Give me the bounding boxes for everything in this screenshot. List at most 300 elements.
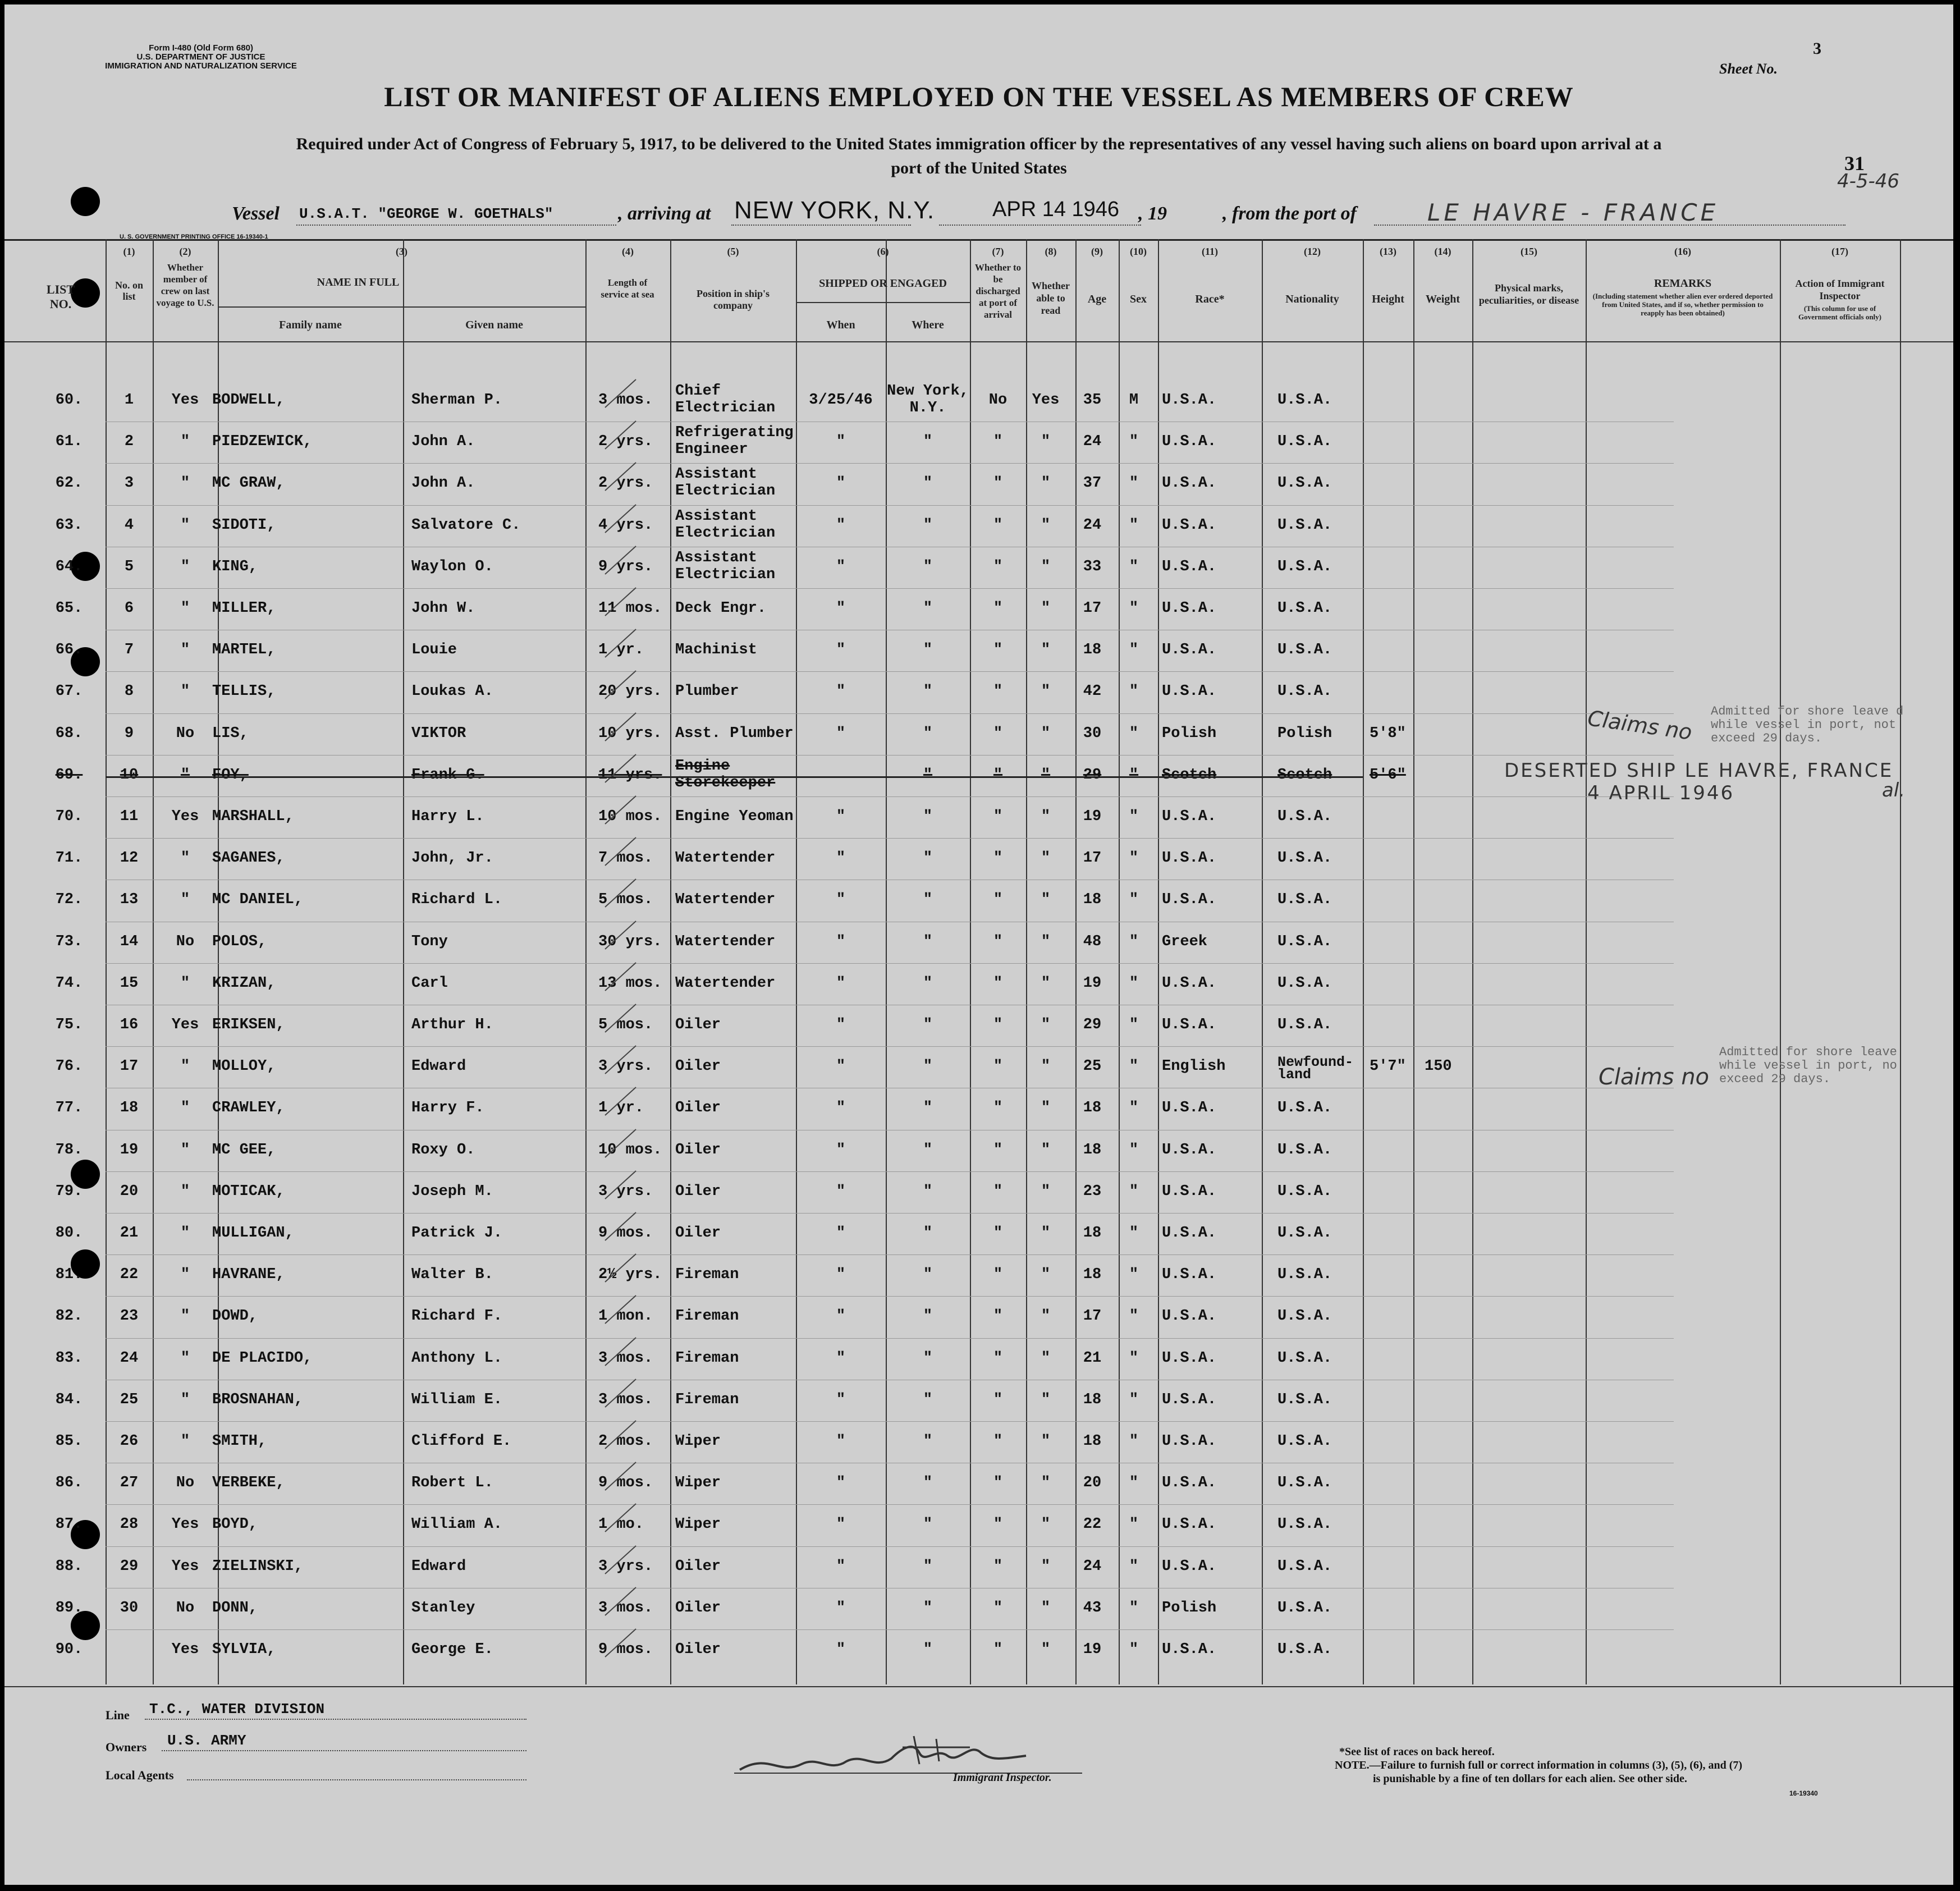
cell-given-name: Edward [411, 1058, 466, 1075]
cell-given-name: Patrick J. [411, 1225, 503, 1242]
cell-family-name: MARTEL, [212, 642, 276, 659]
sheet-number: 3 [1813, 39, 1821, 58]
cell-list-no: 76. [55, 1058, 83, 1075]
cell-race: U.S.A. [1162, 1141, 1217, 1159]
cell-race: U.S.A. [1162, 1308, 1217, 1325]
cell-position: Wiper [675, 1516, 721, 1533]
cell-where: " [923, 433, 933, 451]
header-height: Height [1372, 293, 1404, 305]
year-text: , 19 [1138, 203, 1167, 224]
cell-where: N.Y. [909, 400, 946, 416]
cell-no-on-list: 10 [120, 766, 139, 784]
cell-position: Oiler [675, 1141, 721, 1159]
cell-given-name: Tony [411, 933, 448, 950]
cell-nationality: U.S.A. [1277, 1558, 1332, 1575]
cell-family-name: SYLVIA, [212, 1641, 276, 1658]
cell-position: Oiler [675, 1058, 721, 1075]
header-age: Age [1087, 293, 1107, 305]
header-action-detail: (This column for use of Government officials only) [1798, 304, 1882, 321]
cell-no-on-list: 6 [124, 600, 134, 617]
cell-family-name: MC DANIEL, [212, 891, 304, 909]
cell-last-voyage: " [180, 974, 190, 992]
cell-sex: " [1129, 600, 1139, 617]
cell-discharged: " [993, 725, 1003, 742]
cell-sex: " [1129, 1100, 1139, 1117]
cell-given-name: Robert L. [411, 1475, 493, 1492]
footer-agents-rule [187, 1779, 526, 1780]
cell-age: 43 [1083, 1599, 1102, 1617]
cell-where: " [923, 600, 933, 617]
header-where: Where [912, 319, 944, 331]
check-mark-icon [602, 1626, 642, 1660]
cell-nationality: U.S.A. [1277, 433, 1332, 451]
footer-agents-label: Local Agents [106, 1768, 174, 1782]
cell-discharged: " [993, 1141, 1003, 1159]
cell-race: U.S.A. [1162, 558, 1217, 575]
cell-family-name: DE PLACIDO, [212, 1349, 313, 1367]
cell-no-on-list: 23 [120, 1308, 139, 1325]
cell-sex: " [1129, 1266, 1139, 1284]
cell-sex: " [1129, 974, 1139, 992]
header-remarks-detail: (Including statement whether alien ever ordered deported from United States, and if so, whether permission to reapply has been obtained) [1592, 292, 1773, 317]
cell-read: " [1041, 1349, 1051, 1367]
header-num-1: (1) [123, 246, 135, 257]
cell-nationality: U.S.A. [1277, 1017, 1332, 1033]
cell-given-name: Louie [411, 642, 457, 659]
cell-read: " [1041, 1433, 1051, 1450]
cell-age: 18 [1083, 1433, 1102, 1450]
form-id-line: U.S. DEPARTMENT OF JUSTICE [136, 52, 265, 62]
cell-position: Plumber [675, 683, 739, 700]
cell-no-on-list: 28 [120, 1516, 139, 1533]
cell-position: Watertender [675, 891, 776, 909]
subtitle-line-1: Required under Act of Congress of February 5, 1917, to be delivered to the United States immigration officer by the representatives of any vessel having such aliens on board upon arrival at a [296, 135, 1662, 153]
cell-last-voyage: " [180, 1141, 190, 1159]
header-num-12: (12) [1304, 246, 1321, 257]
column-rule [106, 239, 107, 1684]
cell-given-name: Arthur H. [411, 1017, 493, 1033]
cell-list-no: 87. [55, 1516, 83, 1533]
cell-read: " [1041, 683, 1051, 700]
cell-no-on-list: 27 [120, 1475, 139, 1492]
column-rule [585, 239, 587, 1684]
cell-nationality: U.S.A. [1277, 850, 1332, 867]
cell-position: Machinist [675, 642, 757, 659]
check-mark-icon [602, 460, 642, 493]
cell-when: " [836, 1183, 846, 1200]
cell-service: 10 mos. [598, 1141, 662, 1159]
cell-when: " [836, 642, 846, 659]
arriving-value: NEW YORK, N.Y. [734, 196, 935, 224]
cell-read: " [1041, 933, 1051, 950]
cell-given-name: William E. [411, 1391, 503, 1408]
cell-when: " [836, 1017, 846, 1033]
row-rule [106, 963, 1674, 964]
header-num-9: (9) [1091, 246, 1103, 257]
cell-height: 5'6" [1370, 766, 1406, 784]
cell-no-on-list: 1 [124, 392, 134, 409]
arriving-label: , arriving at [618, 203, 711, 224]
cell-discharged: " [993, 475, 1003, 492]
cell-age: 18 [1083, 1225, 1102, 1242]
cell-last-voyage: " [180, 1058, 190, 1075]
punch-hole [71, 187, 100, 216]
cell-discharged: " [993, 600, 1003, 617]
cell-family-name: MOTICAK, [212, 1183, 285, 1200]
cell-given-name: Clifford E. [411, 1433, 512, 1450]
header-num-17: (17) [1831, 246, 1848, 257]
cell-read: " [1041, 1475, 1051, 1492]
header-family-name: Family name [279, 319, 342, 331]
check-mark-icon [602, 418, 642, 452]
check-mark-icon [602, 1293, 642, 1326]
cell-age: 21 [1083, 1349, 1102, 1367]
check-mark-icon [602, 585, 642, 619]
cell-given-name: Loukas A. [411, 683, 493, 700]
cell-discharged: " [993, 1433, 1003, 1450]
cell-family-name: MC GRAW, [212, 475, 285, 492]
header-num-4: (4) [622, 246, 634, 257]
cell-when: " [836, 558, 846, 575]
cell-race: U.S.A. [1162, 891, 1217, 909]
cell-read: " [1041, 725, 1051, 742]
cell-list-no: 67. [55, 683, 83, 700]
cell-read: " [1041, 850, 1051, 867]
cell-where: " [923, 1558, 933, 1575]
cell-sex: " [1129, 725, 1139, 742]
cell-last-voyage: " [180, 1225, 190, 1242]
cell-position: Assistant [675, 507, 757, 525]
cell-list-no: 60. [55, 392, 83, 409]
cell-age: 24 [1083, 1558, 1102, 1575]
column-rule [153, 239, 154, 1684]
cell-family-name: VERBEKE, [212, 1475, 285, 1492]
cell-service: 11 mos. [598, 600, 662, 617]
cell-position: Oiler [675, 1017, 721, 1033]
cell-read: " [1041, 1641, 1051, 1658]
cell-list-no: 61. [55, 433, 83, 451]
cell-list-no: 80. [55, 1225, 83, 1242]
header-discharged: Whether to be discharged at port of arrival [974, 262, 1022, 320]
cell-when: " [836, 1100, 846, 1117]
cell-no-on-list: 20 [120, 1183, 139, 1200]
cell-list-no: 72. [55, 891, 83, 909]
cell-position: Assistant [675, 549, 757, 566]
cell-where: " [923, 725, 933, 742]
cell-nationality: U.S.A. [1277, 933, 1332, 950]
cell-race: U.S.A. [1162, 1558, 1217, 1575]
cell-where: " [923, 1100, 933, 1117]
cell-age: 19 [1083, 1641, 1102, 1658]
header-nationality: Nationality [1285, 293, 1339, 305]
header-num-13: (13) [1380, 246, 1396, 257]
cell-nationality: U.S.A. [1277, 1641, 1332, 1658]
cell-race: U.S.A. [1162, 1475, 1217, 1492]
cell-list-no: 73. [55, 933, 83, 950]
cell-given-name: VIKTOR [411, 725, 466, 742]
cell-list-no: 71. [55, 850, 83, 867]
cell-sex: " [1129, 1017, 1139, 1033]
cell-age: 17 [1083, 1308, 1102, 1325]
footer-owners-label: Owners [106, 1740, 147, 1754]
check-mark-icon [602, 1210, 642, 1243]
cell-given-name: John W. [411, 600, 475, 617]
header-given-name: Given name [465, 319, 523, 331]
cell-list-no: 78. [55, 1141, 83, 1159]
cell-race: U.S.A. [1162, 516, 1217, 534]
cell-sex: " [1129, 683, 1139, 700]
cell-where: " [923, 1308, 933, 1325]
struck-row-line [106, 776, 1363, 778]
stamp-line: while vessel in port, no [1719, 1059, 1897, 1073]
cell-when: " [836, 1349, 846, 1367]
cell-position: Oiler [675, 1641, 721, 1658]
cell-where: " [923, 850, 933, 867]
cell-position: Watertender [675, 974, 776, 992]
check-mark-icon [602, 377, 642, 410]
cell-family-name: ERIKSEN, [212, 1017, 285, 1033]
cell-list-no: 88. [55, 1558, 83, 1575]
cell-age: 30 [1083, 725, 1102, 742]
cell-nationality: U.S.A. [1277, 1308, 1332, 1325]
cell-when: " [836, 516, 846, 534]
cell-given-name: William A. [411, 1516, 503, 1533]
cell-discharged: " [993, 850, 1003, 867]
row-rule [106, 1504, 1674, 1505]
cell-service: 3 mos. [598, 1349, 653, 1367]
arriving-underline [731, 225, 911, 226]
cell-race: U.S.A. [1162, 850, 1217, 867]
cell-when: " [836, 1433, 846, 1450]
cell-discharged: " [993, 642, 1003, 659]
cell-where: " [923, 1433, 933, 1450]
cell-discharged: No [988, 392, 1008, 409]
cell-no-on-list: 13 [120, 891, 139, 909]
header-service: Length of service at sea [601, 277, 654, 300]
cell-read: " [1041, 1391, 1051, 1408]
cell-age: 17 [1083, 600, 1102, 617]
column-rule [796, 239, 797, 1684]
row-rule [106, 1254, 1674, 1255]
cell-discharged: " [993, 891, 1003, 909]
shore-leave-stamp [1719, 1046, 1897, 1086]
cell-when: " [836, 891, 846, 909]
cell-sex: " [1129, 1349, 1139, 1367]
cell-sex: " [1129, 1516, 1139, 1533]
cell-family-name: SAGANES, [212, 850, 285, 867]
cell-position: Engine Yeoman [675, 808, 794, 825]
cell-last-voyage: " [180, 558, 190, 575]
shipped-subhead-rule [796, 302, 970, 303]
vessel-label: Vessel [232, 203, 280, 224]
header-num-6: (6) [877, 246, 889, 257]
header-num-2: (2) [179, 246, 191, 257]
cell-given-name: Waylon O. [411, 558, 493, 575]
cell-sex: " [1129, 808, 1139, 825]
cell-family-name: MC GEE, [212, 1141, 276, 1159]
cell-sex: " [1129, 516, 1139, 534]
check-mark-icon [602, 1251, 642, 1285]
cell-last-voyage: Yes [171, 808, 199, 825]
cell-sex: " [1129, 1141, 1139, 1159]
cell-last-voyage: " [180, 850, 190, 867]
cell-given-name: Salvatore C. [411, 516, 521, 534]
cell-last-voyage: " [180, 1100, 190, 1117]
vessel-value: U.S.A.T. "GEORGE W. GOETHALS" [299, 205, 553, 222]
cell-given-name: Walter B. [411, 1266, 493, 1284]
row-rule [106, 671, 1674, 672]
footer-owners-rule [162, 1750, 526, 1751]
column-rule [970, 239, 971, 1684]
cell-sex: M [1129, 392, 1139, 409]
cell-list-no: 77. [55, 1100, 83, 1117]
cell-no-on-list: 30 [120, 1599, 139, 1617]
check-mark-icon [602, 876, 642, 910]
check-mark-icon [602, 543, 642, 577]
cell-sex: " [1129, 1308, 1139, 1325]
column-rule [1075, 239, 1077, 1684]
cell-last-voyage: " [180, 600, 190, 617]
column-rule [1780, 239, 1781, 1684]
cell-nationality: U.S.A. [1277, 1391, 1332, 1408]
cell-nationality: U.S.A. [1277, 516, 1332, 534]
cell-when: 3/25/46 [809, 392, 873, 409]
row-rule [106, 1046, 1674, 1047]
cell-service: 9 mos. [598, 1641, 653, 1658]
cell-last-voyage: " [180, 891, 190, 909]
cell-sex: " [1129, 1558, 1139, 1575]
cell-family-name: BOYD, [212, 1516, 258, 1533]
subtitle-line-2: port of the United States [891, 159, 1067, 177]
cell-age: 37 [1083, 475, 1102, 492]
cell-service: 1 yr. [598, 1100, 644, 1117]
cell-no-on-list: 8 [124, 683, 134, 700]
cell-age: 29 [1083, 766, 1102, 784]
row-rule [106, 838, 1674, 839]
cell-given-name: Carl [411, 974, 448, 992]
header-weight: Weight [1425, 293, 1460, 305]
row-rule [106, 1338, 1674, 1339]
check-mark-icon [602, 1001, 642, 1035]
header-when: When [826, 319, 855, 331]
cell-read: " [1041, 1599, 1051, 1617]
stamp-line: exceed 29 days. [1719, 1072, 1831, 1086]
form-id [100, 44, 302, 71]
cell-race: U.S.A. [1162, 475, 1217, 492]
stamp-line: Admitted for shore leave d [1711, 704, 1904, 718]
cell-height: 5'7" [1370, 1058, 1406, 1075]
cell-family-name: DOWD, [212, 1308, 258, 1325]
cell-family-name: TELLIS, [212, 683, 276, 700]
column-rule [1026, 239, 1027, 1684]
cell-nationality: U.S.A. [1277, 683, 1332, 700]
cell-sex: " [1129, 558, 1139, 575]
corner-date: 4-5-46 [1837, 170, 1900, 193]
cell-age: 18 [1083, 642, 1102, 659]
cell-last-voyage: " [180, 475, 190, 492]
cell-read: " [1041, 1058, 1051, 1075]
cell-nationality: U.S.A. [1277, 558, 1332, 575]
cell-race: U.S.A. [1162, 683, 1217, 700]
cell-no-on-list: 9 [124, 725, 134, 742]
cell-list-no: 68. [55, 725, 83, 742]
check-mark-icon [602, 1459, 642, 1493]
cell-last-voyage: " [180, 1349, 190, 1367]
check-mark-icon [602, 1043, 642, 1077]
cell-family-name: HAVRANE, [212, 1266, 285, 1284]
cell-list-no: 64. [55, 558, 83, 575]
cell-where: " [923, 1266, 933, 1284]
cell-position: Storekeeper [675, 774, 776, 791]
cell-discharged: " [993, 974, 1003, 992]
footer-line-rule [145, 1719, 526, 1720]
cell-no-on-list: 17 [120, 1058, 139, 1075]
cell-sex: " [1129, 1475, 1139, 1492]
cell-given-name: Joseph M. [411, 1183, 493, 1200]
header-bottom-rule [4, 341, 1953, 342]
column-rule [886, 239, 887, 1684]
cell-race: U.S.A. [1162, 642, 1217, 659]
cell-service: 3 mos. [598, 392, 653, 409]
cell-sex: " [1129, 1391, 1139, 1408]
cell-last-voyage: " [180, 1183, 190, 1200]
cell-service: 9 yrs. [598, 558, 653, 575]
printing-office: U. S. GOVERNMENT PRINTING OFFICE 16-19340-1 [120, 233, 268, 240]
cell-age: 18 [1083, 1266, 1102, 1284]
cell-family-name: ZIELINSKI, [212, 1558, 304, 1575]
cell-discharged: " [993, 1308, 1003, 1325]
cell-last-voyage: " [180, 516, 190, 534]
cell-discharged: " [993, 1558, 1003, 1575]
cell-given-name: George E. [411, 1641, 493, 1658]
cell-position: Engine [675, 757, 730, 775]
cell-sex: " [1129, 1058, 1139, 1075]
cell-no-on-list: 24 [120, 1349, 139, 1367]
cell-last-voyage: " [180, 683, 190, 700]
cell-discharged: " [993, 1266, 1003, 1284]
check-mark-icon [602, 1084, 642, 1118]
header-sex: Sex [1130, 293, 1147, 305]
cell-position: Oiler [675, 1599, 721, 1617]
row-rule [106, 505, 1674, 506]
row-rule [106, 463, 1674, 464]
cell-discharged: " [993, 1349, 1003, 1367]
cell-family-name: FOY, [212, 766, 249, 784]
cell-where: " [923, 974, 933, 992]
header-list-no: LIST NO. [46, 282, 75, 311]
cell-age: 22 [1083, 1516, 1102, 1533]
cell-position: Fireman [675, 1266, 739, 1284]
column-rule [403, 239, 404, 1684]
cell-nationality: Newfound-land [1277, 1054, 1354, 1083]
deserted-date: 4 APRIL 1946 [1587, 782, 1735, 804]
cell-service: 10 mos. [598, 808, 662, 825]
cell-discharged: " [993, 1058, 1003, 1075]
cell-age: 18 [1083, 891, 1102, 909]
vessel-line [232, 196, 1860, 230]
column-rule [1586, 239, 1587, 1684]
cell-where: " [923, 1599, 933, 1617]
cell-nationality: U.S.A. [1277, 1183, 1332, 1200]
cell-where: " [923, 475, 933, 492]
cell-age: 19 [1083, 974, 1102, 992]
cell-position: Engineer [675, 441, 748, 459]
row-rule [106, 588, 1674, 589]
fine-note-line-1: NOTE.—Failure to furnish full or correct information in columns (3), (5), (6), and (7) [1335, 1759, 1743, 1771]
check-mark-icon [602, 1543, 642, 1577]
cell-when: " [836, 933, 846, 950]
cell-read: " [1041, 1141, 1051, 1159]
